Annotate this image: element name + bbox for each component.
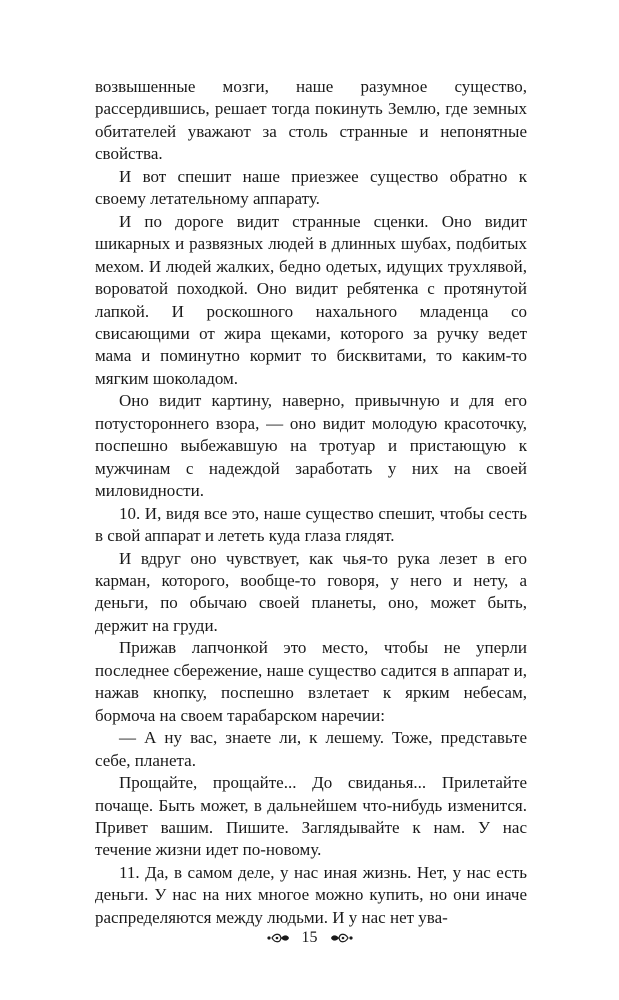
- paragraph: 10. И, видя все это, наше существо спешит, чтобы сесть в свой аппарат и лететь куда глаза глядят.: [95, 503, 527, 546]
- fleuron-ornament-icon: [266, 931, 292, 945]
- paragraph: И вдруг оно чувствует, как чья-то рука лезет в его карман, которого, вообще-то говоря, у него и нету, а деньги, по обычаю своей планеты, оно, может быть, держит на груди.: [95, 548, 527, 635]
- paragraph: Прижав лапчонкой это место, чтобы не уперли последнее сбережение, наше существо садится в аппарат и, нажав кнопку, поспешно взлетает к ярким небесам, бормоча на своем тарабарском наречии:: [95, 638, 527, 725]
- paragraph: возвышенные мозги, наше разумное существо, рассердившись, решает тогда покинуть Землю, где земных обитателей уважают за столь странные и непонятные свойства.: [95, 77, 527, 164]
- paragraph: 11. Да, в самом деле, у нас иная жизнь. Нет, у нас есть деньги. У нас на них многое можно купить, но они иначе распределяются между людьми. И у нас нет ува-: [95, 862, 527, 927]
- fleuron-ornament-icon: [328, 931, 354, 945]
- page-number: 15: [301, 929, 318, 947]
- paragraph: Прощайте, прощайте... До свиданья... Прилетайте почаще. Быть может, в дальнейшем что-нибудь изменится. Привет вашим. Пишите. Заглядывайте к нам. У нас течение жизни идет по-новому.: [95, 773, 527, 860]
- paragraph: Оно видит картину, наверно, привычную и для его потустороннего взора, — оно видит молодую красоточку, поспешно выбежавшую на тротуар и пристающую к мужчинам с надеждой заработать у них на своей миловидности.: [95, 391, 527, 501]
- body-text: [95, 76, 527, 929]
- paragraph: И по дороге видит странные сценки. Оно видит шикарных и развязных людей в длинных шубах, подбитых мехом. И людей жалких, бедно одетых, идущих трухлявой, вороватой походкой. Оно видит ребятенка с протянутой лапкой. И роскошного нахального младенца со свисающими от жира щеками, которого за ручку ведет мама и поминутно кормит то бисквитами, то каким-то мягким шоколадом.: [95, 211, 527, 388]
- paragraph: И вот спешит наше приезжее существо обратно к своему летательному аппарату.: [95, 166, 527, 209]
- page-footer: [0, 928, 619, 948]
- paragraph: — А ну вас, знаете ли, к лешему. Тоже, представьте себе, планета.: [95, 728, 527, 770]
